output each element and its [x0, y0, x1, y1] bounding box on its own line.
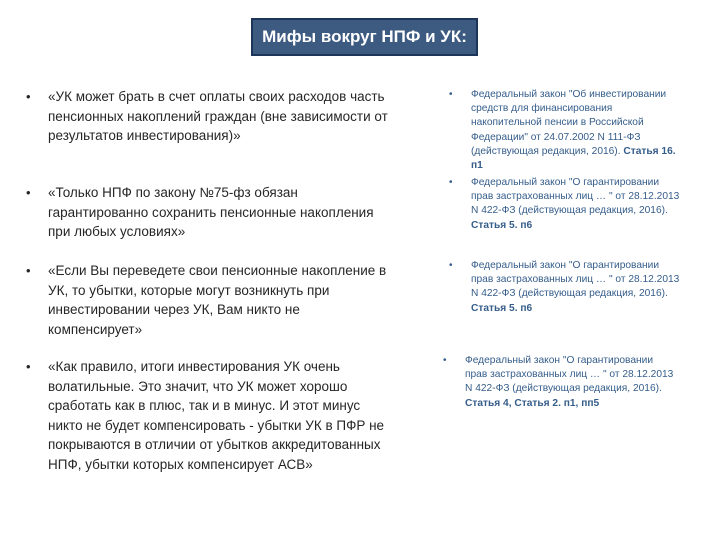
law-text: Федеральный закон "О гарантировании прав застрахованных лиц … " от 28.12.2013 N 422-ФЗ (действующая редакция, 2016). Статья 5. п6	[471, 177, 680, 231]
law-article-ref: Статья 5. п6	[471, 302, 533, 314]
bullet-marker: •	[26, 359, 31, 374]
myth-item-3	[26, 261, 396, 339]
myth-text: «Как правило, итоги инвестирования УК очень волатильные. Это значит, что УК может хорошо сработать как в плюс, так и в минус. И этот минус никто не будет компенсировать - убытки УК в ПФР не покрываются в отличии от убытков аккредитованных НПФ, убытки которых компенсирует АСВ»	[48, 359, 385, 472]
bullet-marker: •	[26, 185, 31, 200]
myth-text: «Если Вы переведете свои пенсионные накопление в УК, то убытки, которые могут возникнуть при инвестировании через УК, Вам никто не компенсирует»	[48, 263, 387, 337]
bullet-marker: •	[443, 355, 447, 366]
bullet-marker: •	[26, 89, 31, 104]
law-reference-2	[449, 176, 684, 233]
myth-item-4	[26, 357, 396, 474]
myth-text: «Только НПФ по закону №75-фз обязан гарантированно сохранить пенсионные накопления при любых условиях»	[48, 185, 374, 239]
law-reference-3	[449, 259, 684, 316]
law-article-ref: Статья 5. п6	[471, 219, 533, 231]
bullet-marker: •	[449, 89, 453, 100]
myth-item-2	[26, 183, 396, 242]
law-reference-1	[449, 88, 684, 173]
myth-item-1	[26, 87, 396, 146]
law-text: Федеральный закон "О гарантировании прав застрахованных лиц … " от 28.12.2013 N 422-ФЗ (действующая редакция, 2016). Статья 4, Статья 2. п1, пп5	[465, 355, 674, 409]
slide-title: Мифы вокруг НПФ и УК:	[251, 18, 478, 56]
law-text: Федеральный закон "О гарантировании прав застрахованных лиц … " от 28.12.2013 N 422-ФЗ (действующая редакция, 2016). Статья 5. п6	[471, 260, 680, 314]
law-text: Федеральный закон "Об инвестировании средств для финансирования накопительной пенсии в Российской Федерации" от 24.07.2002 N 111-ФЗ (действующая редакция, 2016). Статья 16. п1	[471, 89, 676, 172]
law-article-ref: Статья 16. п1	[471, 145, 676, 172]
law-reference-4	[443, 354, 678, 411]
law-article-ref: Статья 4, Статья 2. п1, пп5	[465, 397, 600, 409]
bullet-marker: •	[26, 263, 31, 278]
myth-text: «УК может брать в счет оплаты своих расходов часть пенсионных накоплений граждан (вне зависимости от результатов инвестирования)»	[48, 89, 388, 143]
bullet-marker: •	[449, 260, 453, 271]
bullet-marker: •	[449, 177, 453, 188]
